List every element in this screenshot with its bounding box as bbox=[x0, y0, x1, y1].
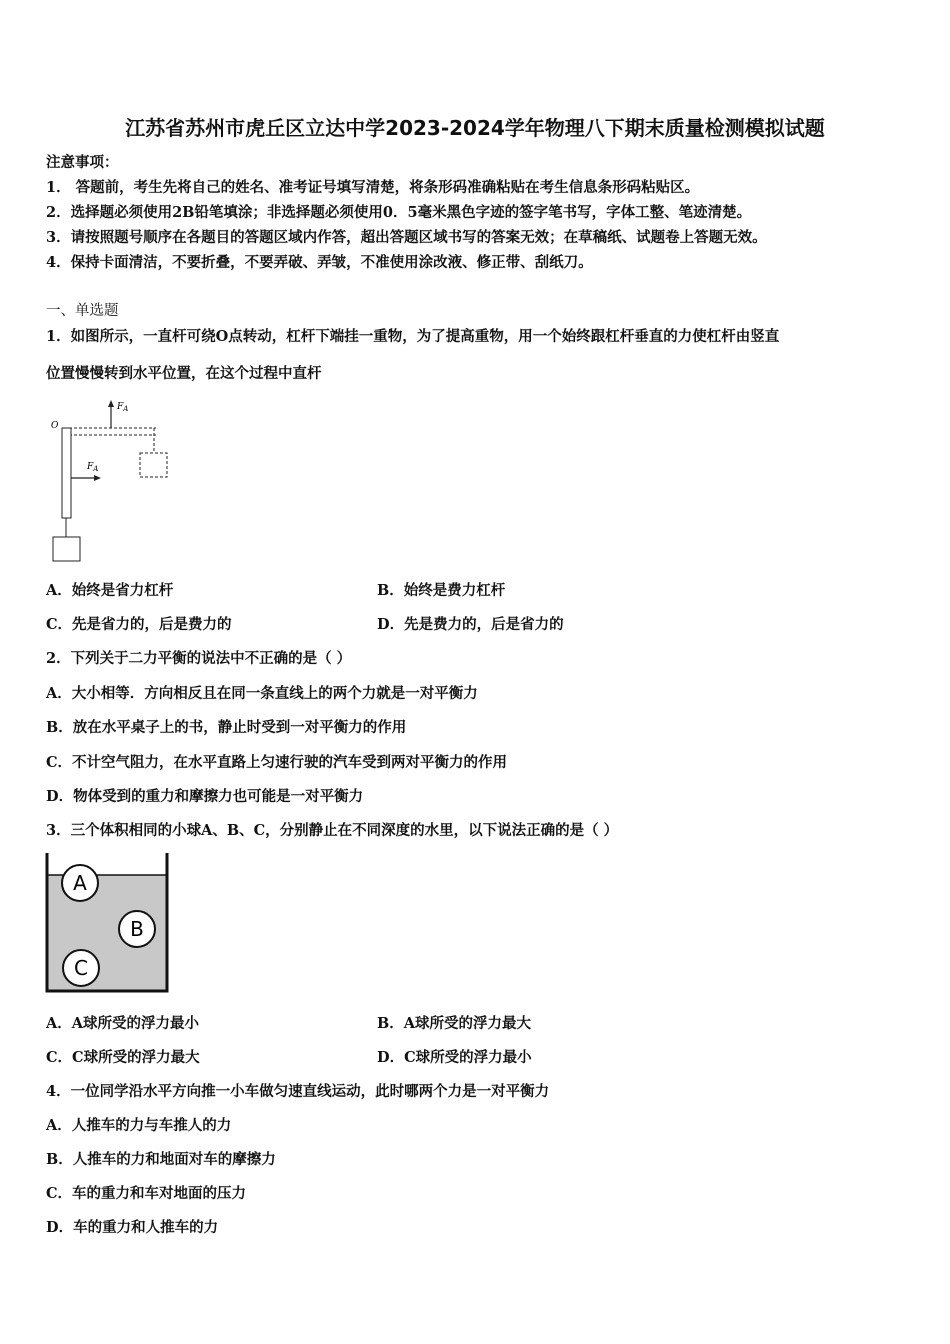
q3-ball-b-label: B bbox=[130, 917, 144, 941]
q2-option-d[interactable]: D．物体受到的重力和摩擦力也可能是一对平衡力 bbox=[46, 788, 364, 805]
notes-item-2: 2．选择题必须使用2B铅笔填涂；非选择题必须使用0．5毫米黑色字迹的签字笔书写，字体工整、笔迹清楚。 bbox=[46, 204, 752, 221]
notes-item-1: 1． 答题前，考生先将自己的姓名、准考证号填写清楚，将条形码准确粘贴在考生信息条形码粘贴区。 bbox=[46, 179, 700, 196]
notes-heading: 注意事项： bbox=[46, 154, 119, 171]
q3-stem: 3．三个体积相同的小球A、B、C，分别静止在不同深度的水里，以下说法正确的是（ ） bbox=[46, 822, 619, 839]
q2-option-c[interactable]: C．不计空气阻力，在水平直路上匀速行驶的汽车受到两对平衡力的作用 bbox=[46, 754, 508, 771]
q4-option-d[interactable]: D．车的重力和人推车的力 bbox=[46, 1219, 219, 1236]
q4-option-c[interactable]: C．车的重力和车对地面的压力 bbox=[46, 1185, 247, 1202]
q1-option-a[interactable]: A．始终是省力杠杆 bbox=[46, 582, 174, 599]
q1-option-d[interactable]: D．先是费力的，后是省力的 bbox=[377, 616, 564, 633]
q2-stem: 2．下列关于二力平衡的说法中不正确的是（ ） bbox=[46, 650, 352, 667]
q2-option-b[interactable]: B．放在水平桌子上的书，静止时受到一对平衡力的作用 bbox=[46, 719, 407, 736]
q1-top-force-label: $F_A$ bbox=[117, 402, 129, 413]
q1-option-c[interactable]: C．先是省力的，后是费力的 bbox=[46, 616, 232, 633]
q2-option-a[interactable]: A．大小相等．方向相反且在同一条直线上的两个力就是一对平衡力 bbox=[46, 685, 478, 702]
q1-stem-line2: 位置慢慢转到水平位置，在这个过程中直杆 bbox=[46, 365, 322, 382]
q1-lever-figure bbox=[44, 395, 184, 565]
q4-stem: 4．一位同学沿水平方向推一小车做匀速直线运动，此时哪两个力是一对平衡力 bbox=[46, 1083, 550, 1100]
q1-mid-arrowhead-icon bbox=[94, 475, 101, 481]
q3-container-figure bbox=[44, 853, 170, 993]
section-heading: 一、单选题 bbox=[46, 303, 119, 319]
q4-option-a[interactable]: A．人推车的力与车推人的力 bbox=[46, 1117, 232, 1134]
q3-option-c[interactable]: C．C球所受的浮力最大 bbox=[46, 1049, 200, 1066]
q1-o-label: O bbox=[51, 421, 59, 431]
q1-dashed-weight bbox=[140, 453, 167, 477]
notes-item-4: 4．保持卡面清洁，不要折叠，不要弄破、弄皱，不准使用涂改液、修正带、刮纸刀。 bbox=[46, 254, 593, 271]
q3-option-b[interactable]: B．A球所受的浮力最大 bbox=[377, 1015, 532, 1032]
q1-weight bbox=[53, 537, 80, 561]
notes-item-3: 3．请按照题号顺序在各题目的答题区域内作答，超出答题区域书写的答案无效；在草稿纸、试题卷上答题无效。 bbox=[46, 229, 767, 246]
q3-ball-a-label: A bbox=[73, 871, 87, 895]
q3-option-a[interactable]: A．A球所受的浮力最小 bbox=[46, 1015, 199, 1032]
exam-title: 江苏省苏州市虎丘区立达中学2023-2024学年物理八下期末质量检测模拟试题 bbox=[125, 116, 825, 140]
q1-stem-line1: 1．如图所示，一直杆可绕O点转动，杠杆下端挂一重物，为了提高重物，用一个始终跟杠杆垂直的力使杠杆由竖直 bbox=[46, 328, 780, 345]
q1-vertical-lever bbox=[62, 428, 71, 518]
q3-ball-c-label: C bbox=[74, 956, 88, 980]
q1-mid-force-label: $F_A$ bbox=[87, 462, 99, 473]
q1-top-arrowhead-icon bbox=[108, 400, 114, 407]
q4-option-b[interactable]: B．人推车的力和地面对车的摩擦力 bbox=[46, 1151, 276, 1168]
q1-option-b[interactable]: B．始终是费力杠杆 bbox=[377, 582, 506, 599]
q3-option-d[interactable]: D．C球所受的浮力最小 bbox=[377, 1049, 532, 1066]
